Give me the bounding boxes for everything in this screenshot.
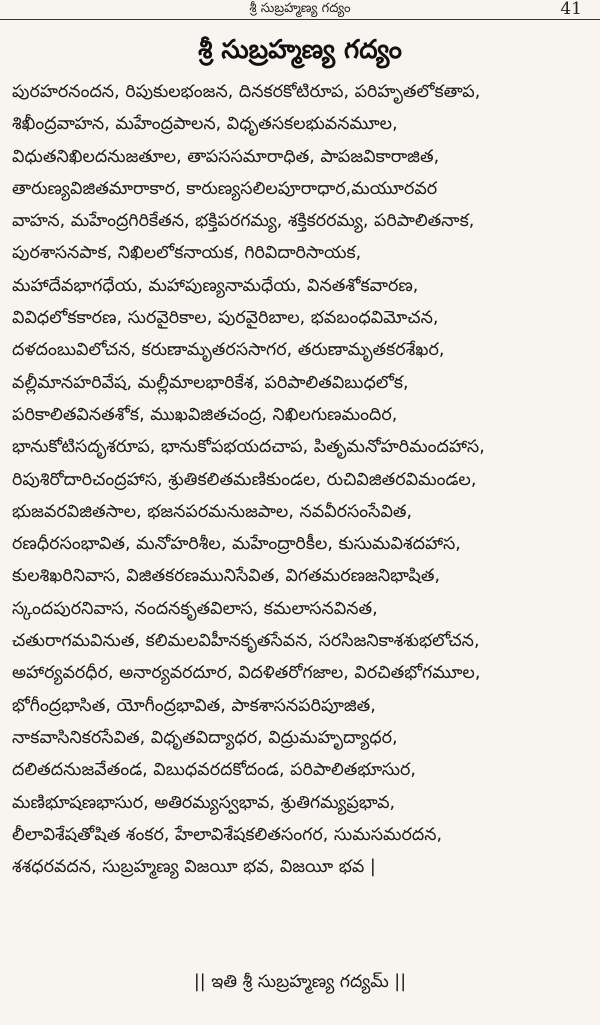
running-header: [0, 0, 600, 22]
text-line: భోగీంద్రభాసిత, యోగీంద్రభావిత, పాకశాసనపరిపూజిత,: [12, 695, 376, 716]
text-line: పురహరనందన, రిపుకులభంజన, దినకరకోటిరూప, పరిహృతలోకతాప,: [12, 82, 481, 102]
text-line: దళదంబువిలోచన, కరుణామృతరససాగర, తరుణామృతకరశేఖర,: [12, 340, 445, 361]
text-line: రణధీరసంభావిత, మనోహరిశీల, మహేంద్రారికీల, కుసుమవిశదహాస,: [12, 534, 461, 555]
text-line: మహాదేవభాగధేయ, మహాపుణ్యనామధేయ, వినతశోకవారణ,: [12, 275, 419, 296]
text-line: చతురాగమవినుత, కలిమలవిహీనకృతసేవన, సరసిజనికాశశుభలోచన,: [12, 631, 480, 652]
text-line: పురశాసనపాక, నిఖిలలోకనాయక, గిరివిదారిసాయక,: [12, 243, 362, 264]
text-line: వివిధలోకకారణ, సురవైరికాల, పురవైరిబాల, భవబంధవిమోచన,: [12, 308, 439, 329]
text-line: అహార్యవరధీర, అనార్యవరదూర, విదళితరోగజాల, విరచితభోగమూల,: [12, 663, 481, 684]
text-line: పరికాలితవినతశోక, ముఖవిజితచంద్ర, నిఖిలగుణమందిర,: [12, 404, 398, 425]
text-line: నాకవాసినికరసేవిత, విధృతవిద్యాధర, విద్రుమహృద్యాధర,: [12, 727, 398, 748]
text-line: దలితదనుజవేతండ, విబుధవరదకోదండ, పరిపాలితభూసుర,: [12, 760, 416, 781]
text-line: రిపుశిరోదారిచంద్రహాస, శ్రుతికలితమణికుండల, రుచివిజితరవిమండల,: [12, 469, 477, 490]
text-line: భుజవరవిజితసాల, భజనపరమనుజపాల, నవవీరసంసేవిత,: [12, 501, 413, 522]
text-line: మణిభూషణభాసుర, అతిరమ్యస్వభావ, శ్రుతిగమ్యప్రభావ,: [12, 792, 396, 813]
text-line: స్కందపురనివాస, నందనకృతవిలాస, కమలాసనవినత,: [12, 598, 378, 619]
text-line: వాహన, మహేంద్రగిరికేతన, భక్తిపరగమ్య, శక్తికరరమ్య, పరిపాలితనాక,: [12, 211, 475, 232]
text-line: విధుతనిఖిలదనుజతూల, తాపససమారాధిత, పాపజవికారాజిత,: [12, 146, 440, 167]
text-line: భానుకోటిసదృశరూప, భానుకోపభయదచాప, పితృమనోహరిమందహాస,: [12, 437, 485, 458]
text-line: శశధరవదన, సుబ్రహ్మణ్య విజయీ భవ, విజయీ భవ |: [12, 857, 376, 878]
text-line: లీలావిశేషతోషిత శంకర, హేలావిశేషకలితసంగర, సుమసమరదన,: [12, 824, 443, 845]
text-line: తారుణ్యవిజితమారాకార, కారుణ్యసలిలపూరాధార,మయూరవర: [12, 178, 438, 199]
page-title: శ్రీ సుబ్రహ్మణ్య గద్యం: [198, 35, 402, 65]
page-number: 41: [560, 0, 582, 19]
text-line: శిఖీంద్రవాహన, మహేంద్రపాలన, విధృతసకలభువనమూల,: [12, 114, 398, 135]
gadyam-text: [12, 76, 590, 883]
text-line: కులశిఖరినివాస, విజితకరణమునిసేవిత, విగతమరణజనిభాషిత,: [12, 566, 441, 587]
text-line: వల్లీమానహరివేష, మల్లీమాలభారికేశ, పరిపాలితవిబుధలోక,: [12, 372, 409, 393]
running-title: శ్రీ సుబ్రహ్మణ్య గద్యం: [249, 1, 351, 16]
header-rule: [0, 19, 600, 20]
closing-line: || ఇతి శ్రీ సుబ్రహ్మణ్య గద్యమ్ ||: [193, 972, 407, 992]
